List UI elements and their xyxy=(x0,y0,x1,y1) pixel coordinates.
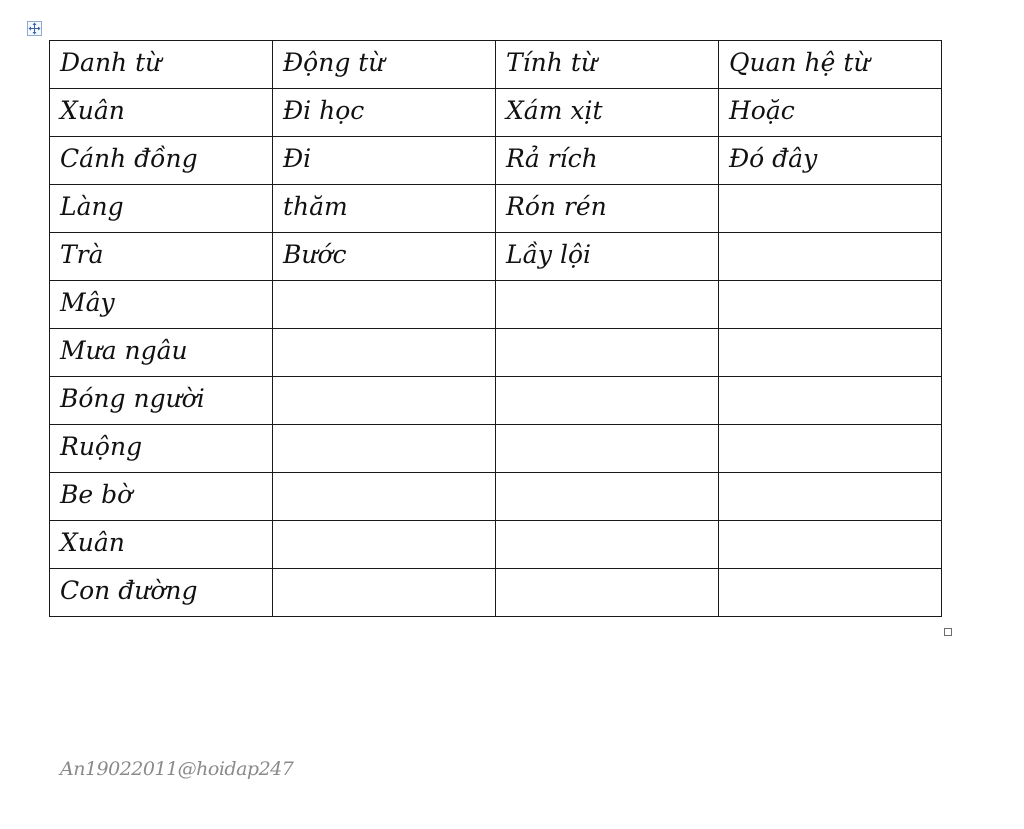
table-cell[interactable]: Làng xyxy=(50,185,273,233)
table-cell[interactable]: Bóng người xyxy=(50,377,273,425)
table-cell[interactable] xyxy=(496,425,719,473)
table-cell[interactable] xyxy=(719,185,942,233)
table-cell[interactable]: Mưa ngâu xyxy=(50,329,273,377)
table-row xyxy=(50,89,942,137)
table-cell[interactable]: Con đường xyxy=(50,569,273,617)
header-cell-dong-tu[interactable]: Động từ xyxy=(273,41,496,89)
move-arrows-icon xyxy=(28,22,41,35)
table-cell[interactable] xyxy=(719,473,942,521)
table-row xyxy=(50,329,942,377)
table-cell[interactable] xyxy=(496,281,719,329)
table-header-row xyxy=(50,41,942,89)
table-resize-handle-icon[interactable] xyxy=(944,628,952,636)
table-row xyxy=(50,137,942,185)
table-cell[interactable] xyxy=(496,473,719,521)
table-cell[interactable] xyxy=(719,233,942,281)
table-cell[interactable]: Lầy lội xyxy=(496,233,719,281)
table-cell[interactable] xyxy=(273,569,496,617)
table-cell[interactable] xyxy=(719,281,942,329)
table-cell[interactable]: Be bờ xyxy=(50,473,273,521)
table-row xyxy=(50,377,942,425)
watermark-text: An19022011@hoidap247 xyxy=(60,758,294,780)
table-move-handle-icon[interactable] xyxy=(27,21,42,36)
table-cell[interactable] xyxy=(719,377,942,425)
header-cell-danh-tu[interactable]: Danh từ xyxy=(50,41,273,89)
table-cell[interactable] xyxy=(719,569,942,617)
table-cell[interactable]: Cánh đồng xyxy=(50,137,273,185)
table-cell[interactable] xyxy=(273,281,496,329)
table-cell[interactable] xyxy=(496,329,719,377)
table-row xyxy=(50,521,942,569)
table-cell[interactable]: Rón rén xyxy=(496,185,719,233)
table-row xyxy=(50,569,942,617)
table-row xyxy=(50,425,942,473)
table-cell[interactable] xyxy=(719,425,942,473)
table-cell[interactable] xyxy=(273,425,496,473)
table-cell[interactable]: Bước xyxy=(273,233,496,281)
table-cell[interactable] xyxy=(496,521,719,569)
table-cell[interactable]: Hoặc xyxy=(719,89,942,137)
table-cell[interactable]: Xuân xyxy=(50,521,273,569)
table-cell[interactable] xyxy=(719,521,942,569)
table-cell[interactable] xyxy=(273,377,496,425)
table-cell[interactable]: Mây xyxy=(50,281,273,329)
table-row xyxy=(50,281,942,329)
table-cell[interactable] xyxy=(273,521,496,569)
table-cell[interactable]: Đi xyxy=(273,137,496,185)
table-cell[interactable]: Trà xyxy=(50,233,273,281)
header-cell-quan-he-tu[interactable]: Quan hệ từ xyxy=(719,41,942,89)
table-cell[interactable]: Xám xịt xyxy=(496,89,719,137)
word-classes-table xyxy=(49,40,942,617)
table-cell[interactable] xyxy=(273,473,496,521)
table-row xyxy=(50,185,942,233)
table-row xyxy=(50,233,942,281)
table-cell[interactable]: thăm xyxy=(273,185,496,233)
header-cell-tinh-tu[interactable]: Tính từ xyxy=(496,41,719,89)
table-row xyxy=(50,473,942,521)
table-cell[interactable] xyxy=(719,329,942,377)
table-cell[interactable]: Xuân xyxy=(50,89,273,137)
table-cell[interactable]: Ruộng xyxy=(50,425,273,473)
table-cell[interactable] xyxy=(273,329,496,377)
table-cell[interactable] xyxy=(496,377,719,425)
table-cell[interactable]: Đi học xyxy=(273,89,496,137)
table-cell[interactable]: Đó đây xyxy=(719,137,942,185)
table-cell[interactable] xyxy=(496,569,719,617)
table-cell[interactable]: Rả rích xyxy=(496,137,719,185)
